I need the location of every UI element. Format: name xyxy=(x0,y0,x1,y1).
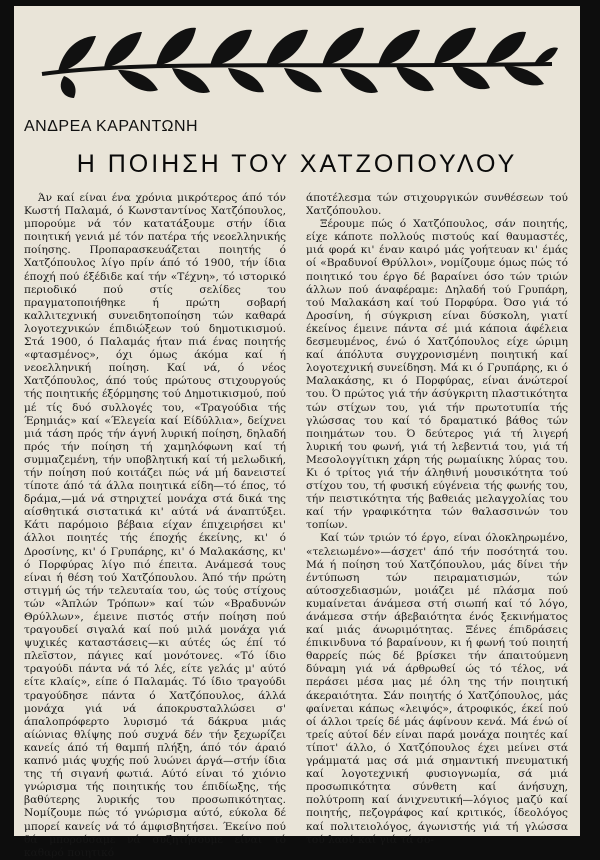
text-column-left xyxy=(24,192,286,859)
paragraph: άποτέλεσμα τών στιχουργικών συνθέσεων τού Χατζόπουλου. xyxy=(306,192,568,218)
paragraph: Καί τών τριών τό έργο, είναι όλοκληρωμένο, «τελειωμένο»—άσχετ' άπό τήν ποσότητά του. Μά ή ποίηση τού Χατζόπουλου, μάς δίνει τήν έντύπωση τών πειραματισμών, τών αύτοσχεδιασμών, μοιάζει μέ πλάσμα πού κυμαίνεται άνάμεσα στή σιωπή καί τό λόγο, άνάμεσα στήν άβεβαιότητα ένός ξεκινήματος καί μιάς άνωριμότητας. Ξένες έπιδράσεις έπικινδυνα τό βαραίνουν, κι ή φωνή τού ποιητή θαρρείς πώς δέ βρίσκει τήν άπαιτούμενη δύναμη γιά νά άρθρωθεί ώς τό τέλος, νά περάσει μέσα μας μέ όλη της τήν ποιητική άκεραιότητα. Σάν ποιητής ό Χατζόπουλος, μάς φαίνεται κάπως «λειψός», άτροφικός, έκεί πού οί άλλοι τρείς δέ μάς άφίνουν κενά. Μά ένώ οί τρείς αύτοί δέν είναι παρά μονάχα ποιητές καί τίποτ' άλλο, ό Χατζόπουλος έχει μείνει στά γράμματά μας σά μιά σημαντική πνευματική καί λογοτεχνική φυσιογνωμία, σά μιά προσωπικότητα σύνθετη καί άνήσυχη, πολύτροπη καί άνιχνευτική—λόγιος μαζύ καί ποιητής, πεζογράφος καί κριτικός, ίδεολόγος καί πολιτειολόγος, άγωνιστής γιά τή γλώσσα τού λαού καί γιά τά σο- xyxy=(306,532,568,846)
article-title: Η ΠΟΙΗΣΗ ΤΟΥ ΧΑΤΖΟΠΟΥΛΟΥ xyxy=(76,150,518,178)
paragraph: Άν καί είναι ένα χρόνια μικρότερος άπό τόν Κωστή Παλαμά, ό Κωνσταντίνος Χατζόπουλος, μπορούμε νά τόν κατατάξουμε στήν ίδια ποιητική γενιά μέ τόν πατέρα τής νεοελληνικής ποίησης. Προπαρασκευάζεται ποιητής ό Χατζόπουλος λίγο πρίν άπό τό 1900, τήν ίδια έποχή πού έξέδιδε καί τήν «Τέχνη», τό ιστορικό περιοδικό πού στίς σελίδες του πραγματοποιήθηκε ή πρώτη σοβαρή καλλιτεχνική συνειδητοποίηση τών καθαρά λογοτεχνικών έπιδιώξεων τού δημοτικισμού. Στά 1900, ό Παλαμάς ήταν πιά ένας ποιητής «φτασμένος», όχι όμως άκόμα καί ή νεοελληνική ποίηση. Καί νά, ό νέος Χατζόπουλος, άπό τούς πρώτους στιχουργούς τής ποιητικής έξόρμησης τού Δημοτικισμού, πού μέ τίς δυό συλλογές του, «Τραγούδια τής Έρημιάς» καί «Έλεγεία καί Είδύλλια», δείχνει μιά τάση πρός τήν άγνή λυρική ποίηση, δηλαδή πρός τήν ποίηση τή χαμηλόφωνη καί τή συμμαζεμένη, τήν υποβλητική καί τή μελωδική, τήν ποίηση πού κοιτάζει πώς νά μή δανειστεί τίποτε άπό τά άλλα ποιητικά είδη—τό έπος, τό δράμα,—μά νά στηριχτεί μονάχα στά δικά της αίσθητικά σιστατικά κι' αύτά νά άναπτύξει. Κάτι παρόμοιο βέβαια είχαν έπιχειρήσει κι' άλλοι ποιητές τής έποχής έκείνης, κι' ό Δροσίνης, κι' ό Γρυπάρης, κι' ό Μαλακάσης, κι' ό Πορφύρας λίγο πιό έπειτα. Ανάμεσά τους είναι ή θέση τού Χατζόπουλου. Άπό τήν πρώτη στιγμή ώς τήν τελευταία του, ώς τούς στίχους τών «Άπλών Τρόπων» καί τών «Βραδυνών Θρύλλων», έμεινε πιστός στήν ποίηση πού τραγουδεί σιγαλά καί πού μιλά μονάχα γιά ψυχικές καταστάσεις—κι αύτές ώς έπί τό πλεϊστον, πάγιες καί μονότονες. «Τό ίδιο τραγούδι πάντα νά τό λές, είτε γελάς μ' αύτό είτε κλαίς», είπε ό Παλαμάς. Τό ίδιο τραγούδι τραγούδησε πάντα ό Χατζόπουλος, άλλά μονάχα γιά νά άποκρυσταλλώσει σ' άπαλοπρόφερτο λυρισμό τά δάκρυα μιάς αίώνιας θλίψης πού συχνά δέν τήν ξεχωρίζει κανείς άπό τή θαμπή πλήξη, άπό τόν άραιό καπνό μιάς ψυχής πού λυώνει άργά—στήν ίδια της τή σιγανή φωτιά. Αύτό είναι τό χιόνιο γνώρισμα τής ποιητικής του έπιδίωξης, τής βαθύτερης λυρικής του προσωπικότητας. Νομίζουμε πώς τό γνώρισμα αύτό, εύκολα δέ μπορεί κανείς νά τό άμφισβητήσει. Έκείνο πού θά μπορούσαμε νά συζητήσουμε είναι τό καθαρό ποιητικό xyxy=(24,192,286,859)
magazine-page xyxy=(14,6,580,859)
text-column-right xyxy=(306,192,568,846)
paragraph: Ξέρουμε πώς ό Χατζόπουλος, σάν ποιητής, είχε κάποτε πολλούς πιστούς καί θαυμαστές, μιά φορά κι' έναν καιρό μάς γοήτευαν κι' έμάς οί «Βραδυνοί Θρύλλοι», νομίζουμε όμως πώς τό ποιητικό του έργο δέ βαραίνει όσο τών τριών άλλων πού άναφέραμε: Δηλαδή τού Γρυπάρη, τού Μαλακάση καί τού Πορφύρα. Όσο γιά τό Δροσίνη, ή σύγκριση είναι δύσκολη, γιατί έκείνος έμεινε πάντα σέ μιά κάποια άφέλεια δεσμευμένος, ένώ ό Χατζόπουλος είχε ώριμη καί άπόλυτα συγχρονισμένη ποιητική καί λογοτεχνική συνείδηση. Μά κι ό Γρυπάρης, κι ό Μαλακάσης, κι ό Πορφύρας, είναι άνώτεροί του. Ό πρώτος γιά τήν άσύγκριτη πλαστικότητα τών στίχων του, γιά τήν πρωτοτυπία τής γλώσσας του καί τό δραματικό βάθος τών ποιημάτων του. Ό δεύτερος γιά τή λιγερή λυρική του φωνή, γιά τή λεβεντιά του, γιά τή Μεσολογγίτικη χάρη τής ρωμαίικης λύρας του. Κι ό τρίτος γιά τήν άληθινή μουσικότητα τού στίχου του, τή φυσική εύγένεια τής φωνής του, τήν πειστικότητα τής βαθειάς μελαγχολίας του καί τήν γραφικότητα τών θαλασσινών του τοπίων. xyxy=(306,218,568,532)
laurel-branch-icon xyxy=(34,14,560,100)
author-name: ΑΝΔΡΕΑ ΚΑΡΑΝΤΩΝΗ xyxy=(24,118,199,135)
